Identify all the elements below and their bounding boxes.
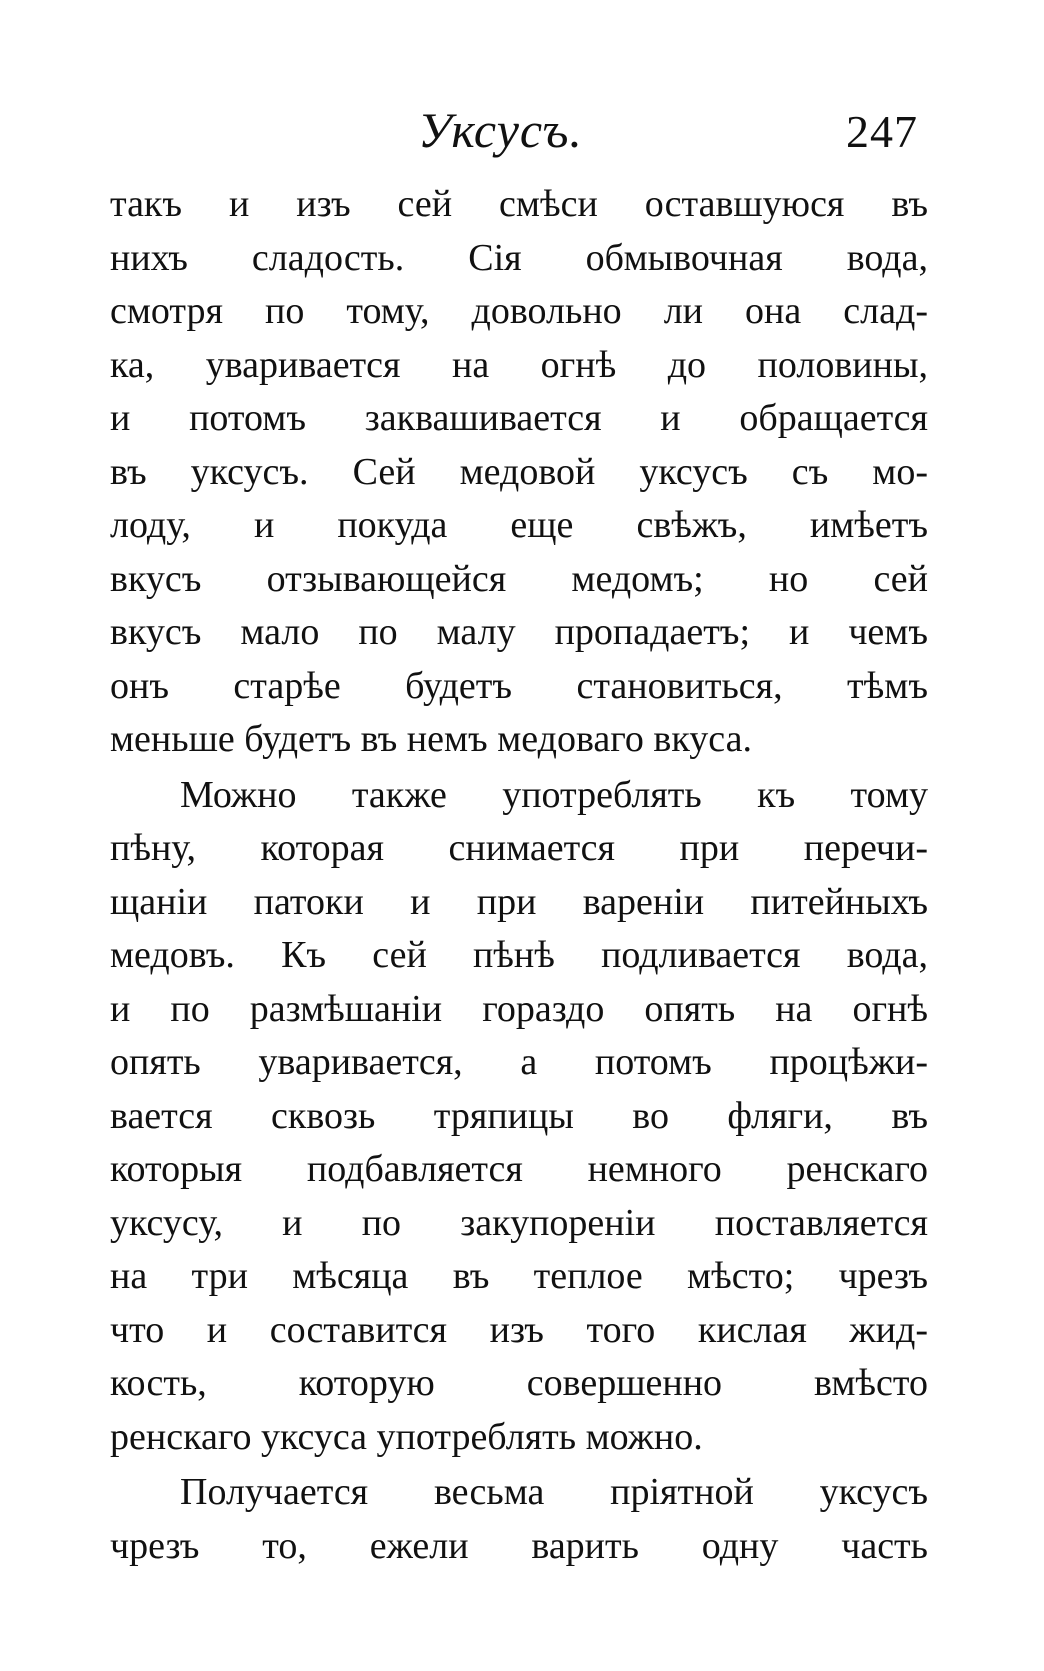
- text-line: уксусу, и по закупореніи поставляется: [110, 1201, 928, 1244]
- text-line: щаніи патоки и при вареніи питейныхъ: [110, 880, 928, 923]
- body-text: [110, 178, 928, 1573]
- text-line: Можно также употреблять къ тому: [180, 773, 928, 816]
- text-line: чрезъ то, ежели варить одну часть: [110, 1524, 928, 1567]
- page-number: 247: [846, 106, 918, 157]
- paragraph-1: [110, 178, 928, 767]
- text-line: медовъ. Къ сей пѣнѣ подливается вода,: [110, 934, 928, 976]
- text-line: лоду, и покуда еще свѣжъ, имѣетъ: [110, 504, 928, 546]
- text-line: онъ старѣе будетъ становиться, тѣмъ: [110, 664, 928, 707]
- paragraph-3: [110, 1466, 928, 1573]
- text-line: въ уксусъ. Сей медовой уксусъ съ мо-: [110, 450, 928, 493]
- text-line: и потомъ заквашивается и обращается: [110, 397, 928, 439]
- text-line: ренскаго уксуса употреблять можно.: [110, 1415, 703, 1458]
- text-line: пѣну, которая снимается при перечи-: [110, 827, 928, 869]
- text-line: опять увариваетcя, а потомъ процѣжи-: [110, 1041, 928, 1083]
- running-head-title: Уксусъ.: [418, 102, 583, 158]
- text-line: которыя подбавляется немного ренскаго: [110, 1148, 928, 1190]
- text-line: смотря по тому, довольно ли она слад-: [110, 290, 928, 332]
- text-line: такъ и изъ сей смѣси оставшуюся въ: [110, 183, 928, 225]
- paragraph-2: [110, 769, 928, 1465]
- text-line: вается сквозь тряпицы во фляги, въ: [110, 1094, 928, 1137]
- text-line: кость, которую совершенно вмѣсто: [110, 1362, 928, 1404]
- text-line: что и составится изъ того кислая жид-: [110, 1308, 928, 1351]
- text-line: вкусъ отзывающейся медомъ; но сей: [110, 557, 928, 600]
- text-line: ка, увариваетcя на огнѣ до половины,: [110, 343, 928, 386]
- text-line: вкусъ мало по малу пропадаетъ; и чемъ: [110, 611, 928, 653]
- running-head: [0, 100, 1044, 160]
- text-line: и по размѣшаніи гораздо опять на огнѣ: [110, 987, 928, 1030]
- text-line: на три мѣсяца въ теплое мѣсто; чрезъ: [110, 1255, 928, 1297]
- text-line: меньше будетъ въ немъ медоваго вкуса.: [110, 718, 752, 760]
- text-line: Получается весьма пріятной уксусъ: [180, 1471, 928, 1513]
- text-line: нихъ сладость. Сія обмывочная вода,: [110, 236, 928, 279]
